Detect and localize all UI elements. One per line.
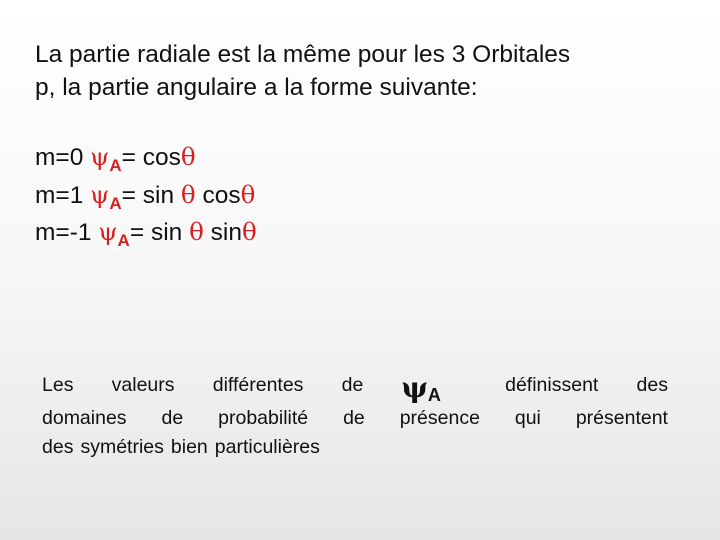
equation-m1 — [35, 178, 257, 216]
word: des — [636, 374, 668, 396]
psi-symbol: ψ — [98, 217, 118, 246]
equation-rhs: = cos — [121, 144, 181, 171]
psi-subscript: A — [109, 156, 122, 175]
word: de — [343, 407, 365, 429]
equation-m-value: m=1 — [35, 181, 84, 209]
word: présence — [399, 407, 480, 429]
intro-line-1: La partie radiale est la même pour les 3 Orbitales — [35, 41, 571, 68]
conclusion-line-1 — [42, 371, 668, 404]
equation-m0 — [35, 140, 257, 178]
word: de — [161, 407, 184, 429]
equation-list — [35, 140, 257, 253]
word: bien — [170, 436, 208, 458]
psi-symbol: ψ — [401, 371, 428, 404]
word: des — [42, 436, 74, 458]
theta-symbol: θ — [180, 142, 196, 171]
equation-m-value: m=0 — [35, 144, 84, 171]
word: de — [341, 374, 364, 396]
conclusion-line-2 — [42, 404, 668, 433]
intro-line-2: p, la partie angulaire a la forme suivante: — [35, 74, 478, 101]
word: différentes — [212, 374, 304, 396]
psi-symbol: ψ — [90, 179, 110, 209]
word: valeurs — [111, 374, 175, 396]
equation-m-value: m=-1 — [35, 219, 92, 246]
word: définissent — [505, 374, 599, 396]
psi-symbol: ψ — [90, 142, 110, 171]
theta-symbol: θ — [180, 179, 196, 209]
theta-symbol: θ — [241, 217, 257, 246]
equation-rhs-cont: cos — [195, 181, 241, 209]
word: Les — [42, 374, 74, 396]
word: probabilité — [218, 407, 309, 429]
conclusion-paragraph — [42, 371, 668, 462]
intro-text — [35, 38, 705, 104]
word: présentent — [575, 407, 668, 429]
psi-subscript: A — [109, 193, 122, 213]
word: symétries — [80, 436, 164, 458]
psi-a-symbol — [402, 371, 467, 404]
psi-subscript: A — [117, 231, 130, 250]
theta-symbol: θ — [240, 179, 256, 209]
equation-rhs-cont: sin — [203, 219, 242, 246]
equation-rhs: = sin — [121, 181, 181, 209]
conclusion-line-3 — [42, 433, 668, 462]
equation-m-minus1 — [35, 215, 257, 253]
theta-symbol: θ — [189, 217, 204, 246]
word: qui — [514, 407, 541, 429]
psi-subscript: A — [427, 385, 441, 405]
word: particulières — [214, 436, 320, 458]
word: domaines — [42, 407, 127, 429]
equation-rhs: = sin — [129, 219, 190, 246]
